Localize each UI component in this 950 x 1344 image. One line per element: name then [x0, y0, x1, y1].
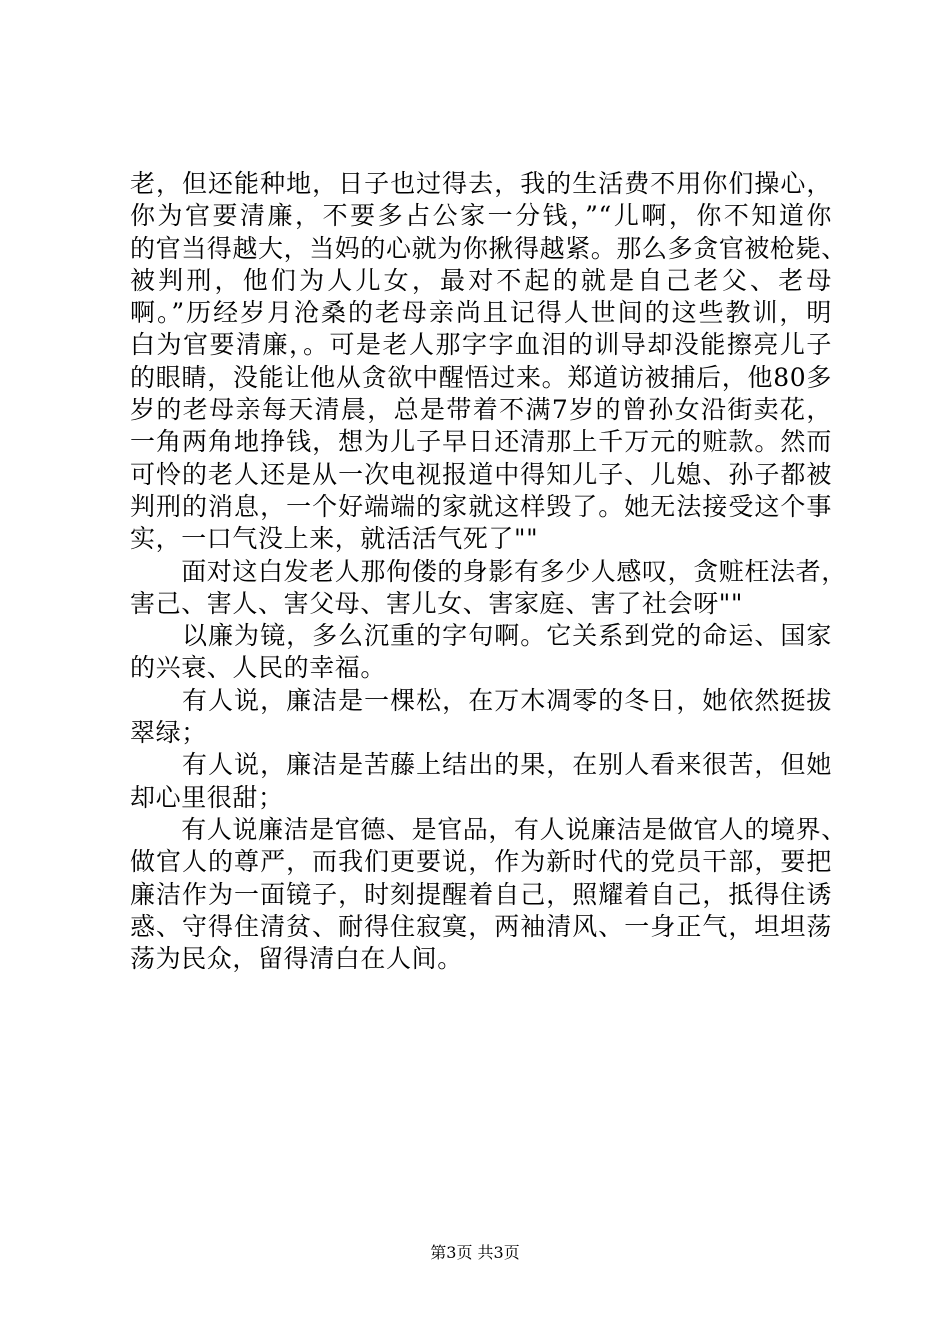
- text-line: 的兴衰、人民的幸福。: [130, 653, 387, 683]
- text-line: 一角两角地挣钱，想为儿子早日还清那上千万元的赃款。然而: [130, 427, 832, 457]
- text-line: 面对这白发老人那佝偻的身影有多少人感叹，贪赃枉法者，: [130, 556, 847, 586]
- text-line: 惑、守得住清贫、耐得住寂寞，两袖清风、一身正气，坦坦荡: [130, 911, 832, 941]
- text-line: 以廉为镜，多么沉重的字句啊。它关系到党的命运、国家: [130, 621, 832, 651]
- text-line: 廉洁作为一面镜子，时刻提醒着自己，照耀着自己，抵得住诱: [130, 879, 832, 909]
- text-line: 岁的老母亲每天清晨，总是带着不满7岁的曾孙女沿街卖花，: [130, 395, 832, 425]
- text-line: 实，一口气没上来，就活活气死了"": [130, 524, 539, 554]
- text-line: 翠绿；: [130, 718, 207, 748]
- text-line: 有人说廉洁是官德、是官品，有人说廉洁是做官人的境界、: [130, 814, 847, 844]
- text-line: 白为官要清廉，。可是老人那字字血泪的训导却没能擦亮儿子: [130, 330, 832, 360]
- text-line: 害己、害人、害父母、害儿女、害家庭、害了社会呀"": [130, 588, 743, 618]
- text-line: 判刑的消息，一个好端端的家就这样毁了。她无法接受这个事: [130, 491, 832, 521]
- text-line: 可怜的老人还是从一次电视报道中得知儿子、儿媳、孙子都被: [130, 459, 832, 489]
- page-footer: 第3页 共3页: [430, 1243, 520, 1262]
- text-line: 被判刑，他们为人儿女，最对不起的就是自己老父、老母: [130, 265, 832, 295]
- text-line: 啊。”历经岁月沧桑的老母亲尚且记得人世间的这些教训，明: [130, 298, 832, 328]
- text-line: 有人说，廉洁是苦藤上结出的果，在别人看来很苦，但她: [130, 750, 832, 780]
- text-line: 的眼睛，没能让他从贪欲中醒悟过来。郑道访被捕后，他80多: [130, 362, 832, 392]
- text-line: 荡为民众，留得清白在人间。: [130, 944, 463, 974]
- body-text: [130, 168, 847, 975]
- text-line: 有人说，廉洁是一棵松，在万木凋零的冬日，她依然挺拔: [130, 685, 832, 715]
- text-line: 你为官要清廉，不要多占公家一分钱，”“儿啊，你不知道你: [130, 201, 832, 231]
- text-line: 却心里很甜；: [130, 782, 284, 812]
- text-line: 的官当得越大，当妈的心就为你揪得越紧。那么多贪官被枪毙、: [130, 233, 847, 263]
- text-line: 做官人的尊严，而我们更要说，作为新时代的党员干部，要把: [130, 847, 832, 877]
- text-line: 老，但还能种地，日子也过得去，我的生活费不用你们操心，: [130, 169, 832, 198]
